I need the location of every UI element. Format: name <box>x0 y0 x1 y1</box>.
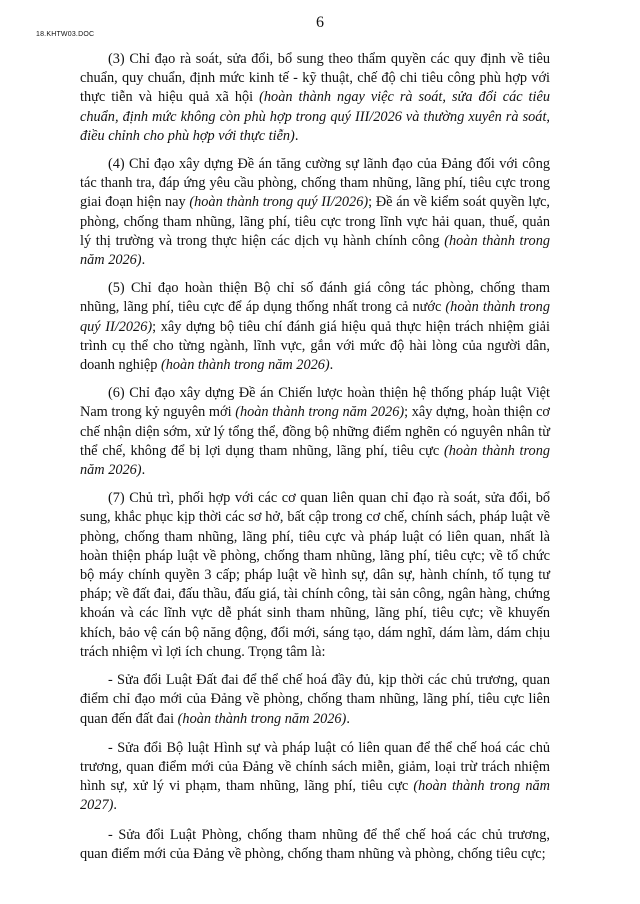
text-segment: . <box>346 710 350 727</box>
bullet-land-law <box>80 671 550 729</box>
text-segment: . <box>294 127 299 144</box>
deadline-note: (hoàn thành trong năm 2026) <box>80 232 550 269</box>
deadline-note: (hoàn thành trong năm 2026) <box>80 442 550 479</box>
paragraph-6 <box>80 384 550 480</box>
file-label: 18.KHTW03.DOC <box>36 31 95 38</box>
page-number: 6 <box>316 14 324 31</box>
bullet-criminal-code <box>80 739 550 816</box>
paragraph-5 <box>80 279 550 375</box>
text-segment: . <box>141 462 146 479</box>
bullet-anticorruption-law <box>80 826 550 864</box>
text-segment: - Sửa đổi Bộ luật Hình sự và pháp luật có liên quan để thể chế hoá các chủ trương, quan điểm mới của Đảng về chính sách miễn, giảm, loại trừ trách nhiệm hình sự, xử lý vi phạm, tham nhũng, lãng phí, tiêu cực <box>80 739 550 795</box>
deadline-note: (hoàn thành trong quý II/2026) <box>80 299 550 335</box>
text-segment: (7) Chủ trì, phối hợp với các cơ quan liên quan chỉ đạo rà soát, sửa đổi, bổ sung, khắc phục kịp thời các sơ hở, bất cập trong cơ chế, chính sách, pháp luật về phòng, chống tham nhũng, lãng phí, tiêu cực và pháp luật có liên quan, nhất là hoàn thiện pháp luật về phòng, chống tham nhũng, lãng phí, tiêu cực; về tổ chức bộ máy chính quyền 3 cấp; pháp luật về hình sự, dân sự, hành chính, tố tụng tư pháp; về đất đai, đấu thầu, đấu giá, tài chính công, tài sản công, ngân hàng, chứng khoán và các lĩnh vực dễ phát sinh tham nhũng, lãng phí, tiêu cực; về khuyến khích, bảo vệ cán bộ năng động, đổi mới, sáng tạo, dám nghĩ, dám làm, dám chịu trách nhiệm vì lợi ích chung. Trọng tâm là: <box>80 490 550 660</box>
text-segment: (4) Chỉ đạo xây dựng Đề án tăng cường sự lãnh đạo của Đảng đối với công tác thanh tra, đáp ứng yêu cầu phòng, chống tham nhũng, lãng phí, tiêu cực trong giai đoạn hiện nay <box>80 156 550 211</box>
text-segment: (5) Chỉ đạo hoàn thiện Bộ chỉ số đánh giá công tác phòng, chống tham nhũng, lãng phí, tiêu cực để áp dụng thống nhất trong cả nước <box>80 280 550 316</box>
text-segment: ; xây dựng bộ tiêu chí đánh giá hiệu quả thực hiện trách nhiệm giải trình cụ thể cho từng ngành, lĩnh vực, gắn với mức độ hài lòng của người dân, doanh nghiệp <box>80 318 550 374</box>
deadline-note: (hoàn thành trong năm 2027) <box>80 778 550 814</box>
text-segment: . <box>141 252 146 269</box>
text-segment: - Sửa đổi Luật Phòng, chống tham nhũng để thể chế hoá các chủ trương, quan điểm mới của Đảng về phòng, chống tham nhũng và phòng, chống tiêu cực; <box>80 826 550 862</box>
deadline-note: (hoàn thành trong năm 2026) <box>235 404 405 421</box>
paragraph-4 <box>80 155 550 270</box>
text-segment: (3) Chỉ đạo rà soát, sửa đổi, bổ sung theo thẩm quyền các quy định về tiêu chuẩn, quy chuẩn, định mức kinh tế - kỹ thuật, chế độ chi tiêu công phù hợp với thực tiễn và hiệu quả xã hội <box>80 51 550 106</box>
deadline-note: (hoàn thành ngay việc rà soát, sửa đổi các tiêu chuẩn, định mức không còn phù hợp trong quý III/2026 và thường xuyên rà soát, điều chỉnh cho phù hợp với thực tiễn) <box>80 89 550 144</box>
deadline-note: (hoàn thành trong năm 2026) <box>177 710 347 727</box>
paragraph-3 <box>80 50 550 146</box>
document-body <box>80 50 550 874</box>
text-segment: (6) Chỉ đạo xây dựng Đề án Chiến lược hoàn thiện hệ thống pháp luật Việt Nam trong kỷ nguyên mới <box>80 385 550 421</box>
text-segment: - Sửa đổi Luật Đất đai để thể chế hoá đầy đủ, kịp thời các chủ trương, quan điểm chỉ đạo mới của Đảng về phòng, chống tham nhũng, lãng phí, tiêu cực liên quan đến đất đai <box>80 672 550 727</box>
text-segment: ; xây dựng, hoàn thiện cơ chế nhận diện sớm, xử lý tổng thể, đồng bộ những điểm nghẽn có nguyên nhân từ thể chế, không để bị lợi dụng tham nhũng, lãng phí, tiêu cực <box>80 404 550 459</box>
text-segment: ; Đề án về kiểm soát quyền lực, phòng, chống tham nhũng, lãng phí, tiêu cực trong lĩnh vực hải quan, thuế, quản lý thị trường và trong thực hiện các dịch vụ hành chính công <box>80 194 550 249</box>
deadline-note: (hoàn thành trong năm 2026) <box>161 357 330 374</box>
deadline-note: (hoàn thành trong quý II/2026) <box>189 194 369 211</box>
text-segment: . <box>329 357 334 374</box>
text-segment: . <box>113 797 117 814</box>
paragraph-7 <box>80 489 550 662</box>
